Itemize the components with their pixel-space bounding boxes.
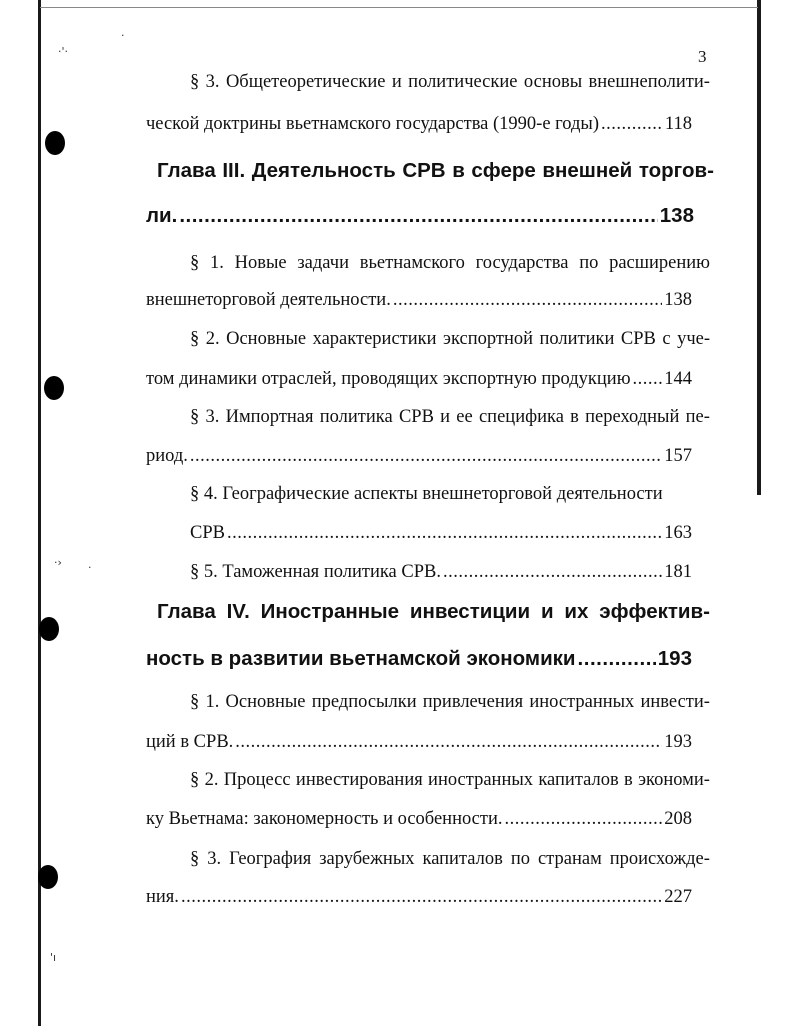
leader-dots <box>601 115 663 134</box>
scan-speck: ·› <box>54 556 62 569</box>
toc-entry-line: § 1. Основные предпосылки привлечения иностранных инвести- <box>190 692 710 712</box>
scan-speck: 'ı <box>50 951 57 964</box>
toc-entry-line: ций в СРВ. ..... 193 <box>146 733 692 752</box>
leader-dots <box>505 810 663 829</box>
toc-page-number: 208 <box>664 809 692 829</box>
punch-hole <box>44 376 64 400</box>
toc-entry-line: § 3. Общетеоретические и политические основы внешнеполити- <box>190 72 710 92</box>
toc-entry-line: ния. ..... 227 <box>146 888 692 907</box>
toc-entry-line: § 5. Таможенная политика СРВ. ..... 181 <box>190 563 692 582</box>
punch-hole <box>38 865 58 889</box>
leader-dots <box>179 206 657 227</box>
chapter-heading: Глава IV. Иностранные инвестиции и их эффектив- <box>157 600 710 623</box>
toc-page-number: 118 <box>664 114 692 134</box>
punch-hole <box>45 131 65 155</box>
leader-dots <box>190 447 662 466</box>
toc-entry-line: ку Вьетнама: закономерность и особенности. ..... 208 <box>146 810 692 829</box>
toc-entry-line: § 2. Процесс инвестирования иностранных капиталов в экономи- <box>190 770 710 790</box>
toc-entry-line: § 2. Основные характеристики экспортной политики СРВ с уче- <box>190 329 710 349</box>
toc-entry-line: § 4. Географические аспекты внешнеторговой деятельности <box>190 484 663 504</box>
leader-dots <box>633 370 663 389</box>
leader-dots <box>235 733 662 752</box>
scan-speck: · <box>121 29 125 42</box>
toc-page-number: 193 <box>657 647 692 670</box>
toc-entry-line: внешнеторговой деятельности. ..... 138 <box>146 291 692 310</box>
toc-entry-line: риод. ..... 157 <box>146 447 692 466</box>
chapter-heading: Глава III. Деятельность СРВ в сфере внешней торгов- <box>157 159 714 182</box>
toc-entry-line: ческой доктрины вьетнамского государства (1990-е годы) ..... 118 <box>146 115 692 134</box>
toc-page-number: 144 <box>664 369 692 389</box>
toc-entry-line: СРВ ..... 163 <box>190 524 692 543</box>
scan-border-top <box>40 7 758 8</box>
leader-dots <box>443 563 662 582</box>
toc-page-number: 227 <box>664 887 692 907</box>
toc-page-number: 157 <box>664 446 692 466</box>
toc-page-number: 138 <box>659 204 694 227</box>
punch-hole <box>39 617 59 641</box>
toc-entry-line: § 3. География зарубежных капиталов по странам происхожде- <box>190 849 710 869</box>
leader-dots <box>181 888 662 907</box>
toc-entry-line: § 1. Новые задачи вьетнамского государства по расширению <box>190 253 710 273</box>
chapter-heading: ность в развитии вьетнамской экономики ..... 193 <box>146 649 692 670</box>
scan-border-right <box>757 0 761 495</box>
toc-page-number: 138 <box>664 290 692 310</box>
leader-dots <box>578 649 656 670</box>
scan-speck: · <box>88 561 92 574</box>
page-number: 3 <box>698 47 707 66</box>
toc-page-number: 181 <box>664 562 692 582</box>
toc-entry-line: § 3. Импортная политика СРВ и ее специфика в переходный пе- <box>190 407 710 427</box>
toc-page-number: 193 <box>664 732 692 752</box>
toc-page-number: 163 <box>664 523 692 543</box>
leader-dots <box>227 524 662 543</box>
toc-entry-line: том динамики отраслей, проводящих экспортную продукцию ..... 144 <box>146 370 692 389</box>
leader-dots <box>393 291 662 310</box>
scan-speck: ·'· <box>58 45 69 58</box>
chapter-heading: ли. ..... 138 <box>146 206 694 227</box>
